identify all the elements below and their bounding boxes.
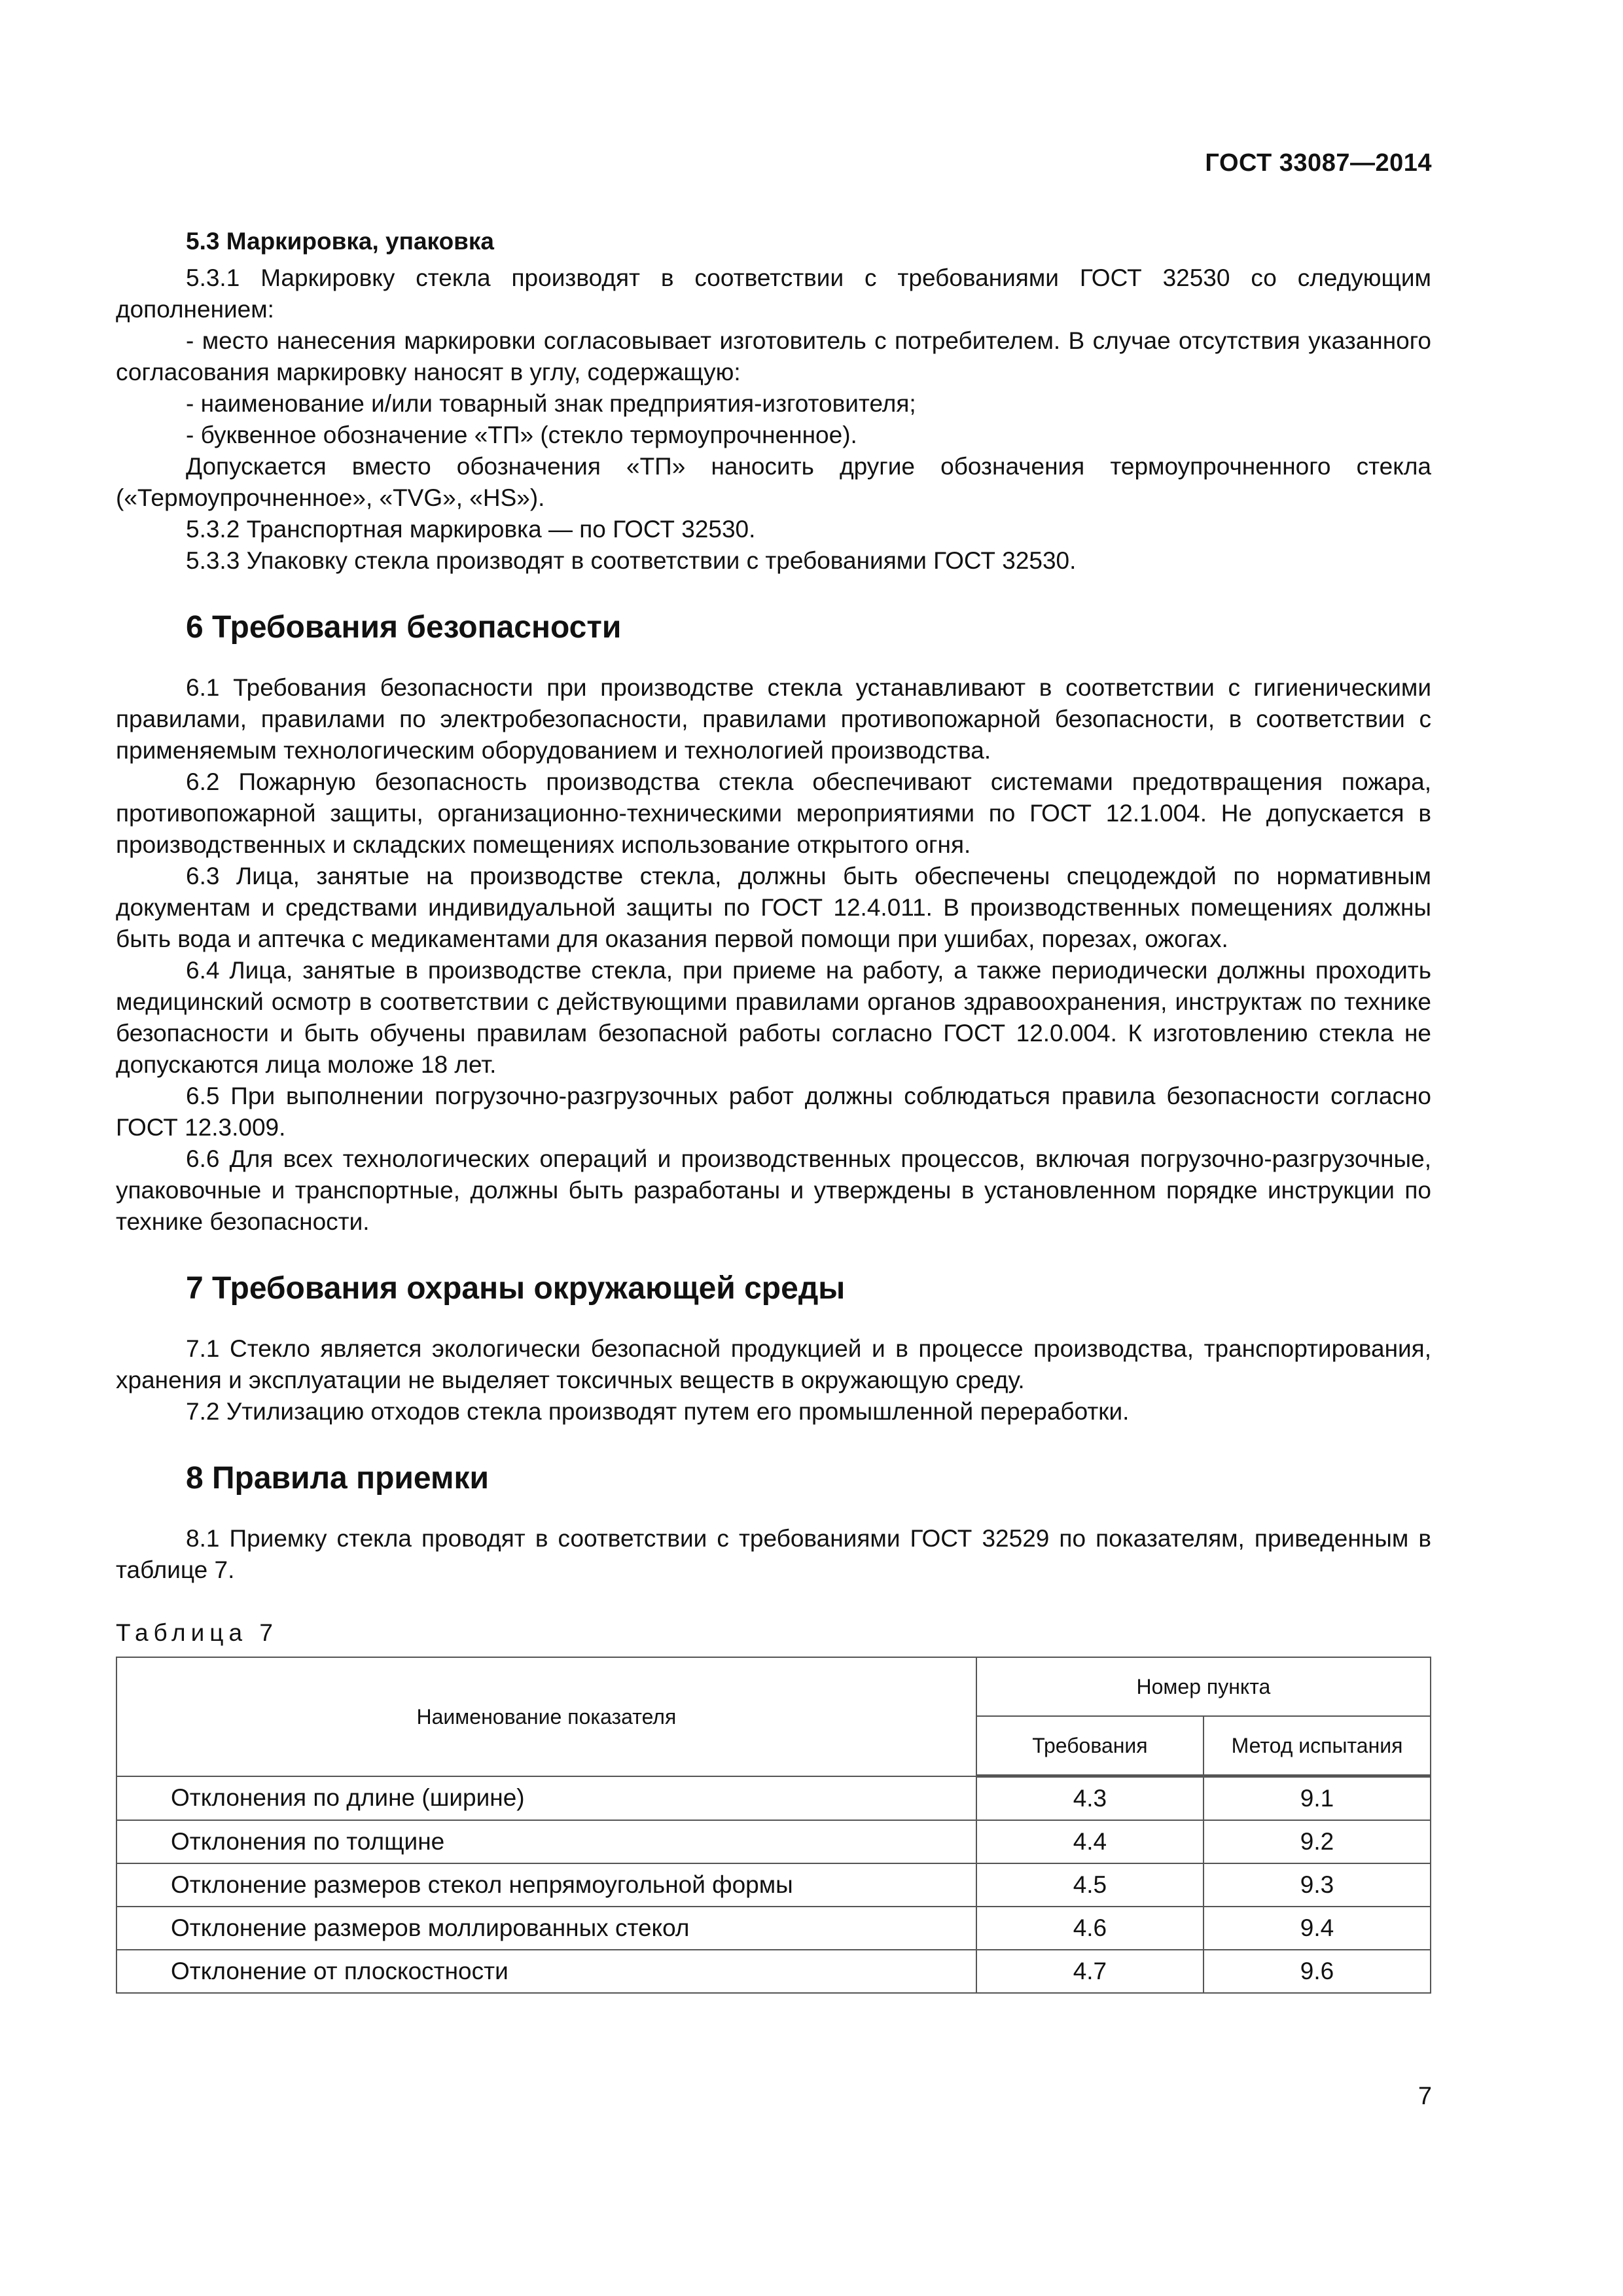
section-5-3-heading: 5.3 Маркировка, упаковка (186, 228, 495, 255)
paragraph: 8.1 Приемку стекла проводят в соответствии с требованиями ГОСТ 32529 по показателям, приведенным в таблице 7. (116, 1525, 1431, 1583)
column-header-requirements: Требования (976, 1716, 1204, 1776)
table-caption: Таблица 7 (116, 1619, 278, 1646)
table-row (116, 1907, 1431, 1950)
section-7-heading: 7 Требования охраны окружающей среды (186, 1271, 846, 1306)
paragraph: Допускается вместо обозначения «ТП» наносить другие обозначения термоупрочненного стекла («Термоупрочненное», «TVG», «HS»). (116, 453, 1431, 511)
cell-requirements: 4.6 (976, 1907, 1204, 1950)
cell-test-method: 9.2 (1204, 1820, 1431, 1863)
paragraph: 6.2 Пожарную безопасность производства стекла обеспечивают системами предотвращения пожара, противопожарной защиты, организационно-техническими мероприятиями по ГОСТ 12.1.004. Не допускается в производственных и складских помещениях использование открытого огня. (116, 768, 1431, 858)
document-body (116, 226, 1431, 1994)
paragraph: 5.3.2 Транспортная маркировка — по ГОСТ 32530. (186, 516, 756, 543)
cell-test-method: 9.4 (1204, 1907, 1431, 1950)
table-7-body (116, 1776, 1431, 1994)
paragraph: 6.6 Для всех технологических операций и производственных процессов, включая погрузочно-разгрузочные, упаковочные и транспортные, должны быть разработаны и утверждены в установленном порядке инструкции по технике безопасности. (116, 1145, 1431, 1235)
section-7-body (116, 1333, 1431, 1427)
section-8-heading: 8 Правила приемки (186, 1461, 490, 1496)
cell-indicator-name: Отклонение размеров стекол непрямоугольной формы (116, 1863, 976, 1907)
paragraph: 6.3 Лица, занятые на производстве стекла, должны быть обеспечены спецодеждой по нормативным документам и средствами индивидуальной защиты по ГОСТ 12.4.011. В производственных помещениях должны быть вода и аптечка с медикаментами для оказания первой помощи при ушибах, порезах, ожогах. (116, 863, 1431, 952)
column-group-header-item-number: Номер пункта (976, 1657, 1431, 1716)
table-7 (116, 1657, 1431, 1994)
cell-indicator-name: Отклонение размеров моллированных стекол (116, 1907, 976, 1950)
cell-requirements: 4.4 (976, 1820, 1204, 1863)
section-5-3-body (116, 262, 1431, 577)
cell-indicator-name: Отклонение от плоскостности (116, 1950, 976, 1993)
paragraph: 7.2 Утилизацию отходов стекла производят путем его промышленной переработки. (186, 1398, 1130, 1425)
cell-test-method: 9.3 (1204, 1863, 1431, 1907)
paragraph: 6.1 Требования безопасности при производстве стекла устанавливают в соответствии с гигиеническими правилами, правилами по электробезопасности, правилами противопожарной безопасности, в соответствии с применяемым технологическим оборудованием и технологией производства. (116, 674, 1431, 764)
paragraph: 5.3.3 Упаковку стекла производят в соответствии с требованиями ГОСТ 32530. (186, 547, 1077, 574)
section-6-heading: 6 Требования безопасности (186, 610, 622, 645)
page-number: 7 (1418, 2083, 1432, 2110)
cell-test-method: 9.1 (1204, 1776, 1431, 1821)
paragraph: 7.1 Стекло является экологически безопасной продукцией и в процессе производства, транспортирования, хранения и эксплуатации не выделяет токсичных веществ в окружающую среду. (116, 1335, 1431, 1393)
paragraph: 5.3.1 Маркировку стекла производят в соответствии с требованиями ГОСТ 32530 со следующим дополнением: (116, 264, 1431, 323)
cell-requirements: 4.3 (976, 1776, 1204, 1821)
cell-requirements: 4.5 (976, 1863, 1204, 1907)
document-id-header: ГОСТ 33087—2014 (1205, 149, 1432, 177)
table-row (116, 1820, 1431, 1863)
cell-requirements: 4.7 (976, 1950, 1204, 1993)
paragraph: - наименование и/или товарный знак предприятия-изготовителя; (186, 390, 916, 417)
table-row (116, 1863, 1431, 1907)
table-row (116, 1950, 1431, 1993)
cell-indicator-name: Отклонения по длине (ширине) (116, 1776, 976, 1821)
column-header-test-method: Метод испытания (1204, 1716, 1431, 1776)
cell-indicator-name: Отклонения по толщине (116, 1820, 976, 1863)
paragraph: 6.4 Лица, занятые в производстве стекла, при приеме на работу, а также периодически должны проходить медицинский осмотр в соответствии с действующими правилами органов здравоохранения, инструктаж по технике безопасности и быть обучены правилам безопасной работы согласно ГОСТ 12.0.004. К изготовлению стекла не допускаются лица моложе 18 лет. (116, 957, 1431, 1078)
paragraph: - буквенное обозначение «ТП» (стекло термоупрочненное). (186, 422, 857, 448)
paragraph: - место нанесения маркировки согласовывает изготовитель с потребителем. В случае отсутствия указанного согласования маркировку наносят в углу, содержащую: (116, 327, 1431, 386)
column-header-name: Наименование показателя (116, 1657, 976, 1776)
paragraph: 6.5 При выполнении погрузочно-разгрузочных работ должны соблюдаться правила безопасности согласно ГОСТ 12.3.009. (116, 1083, 1431, 1141)
section-8-body (116, 1523, 1431, 1586)
cell-test-method: 9.6 (1204, 1950, 1431, 1993)
table-row (116, 1776, 1431, 1821)
section-6-body (116, 672, 1431, 1238)
